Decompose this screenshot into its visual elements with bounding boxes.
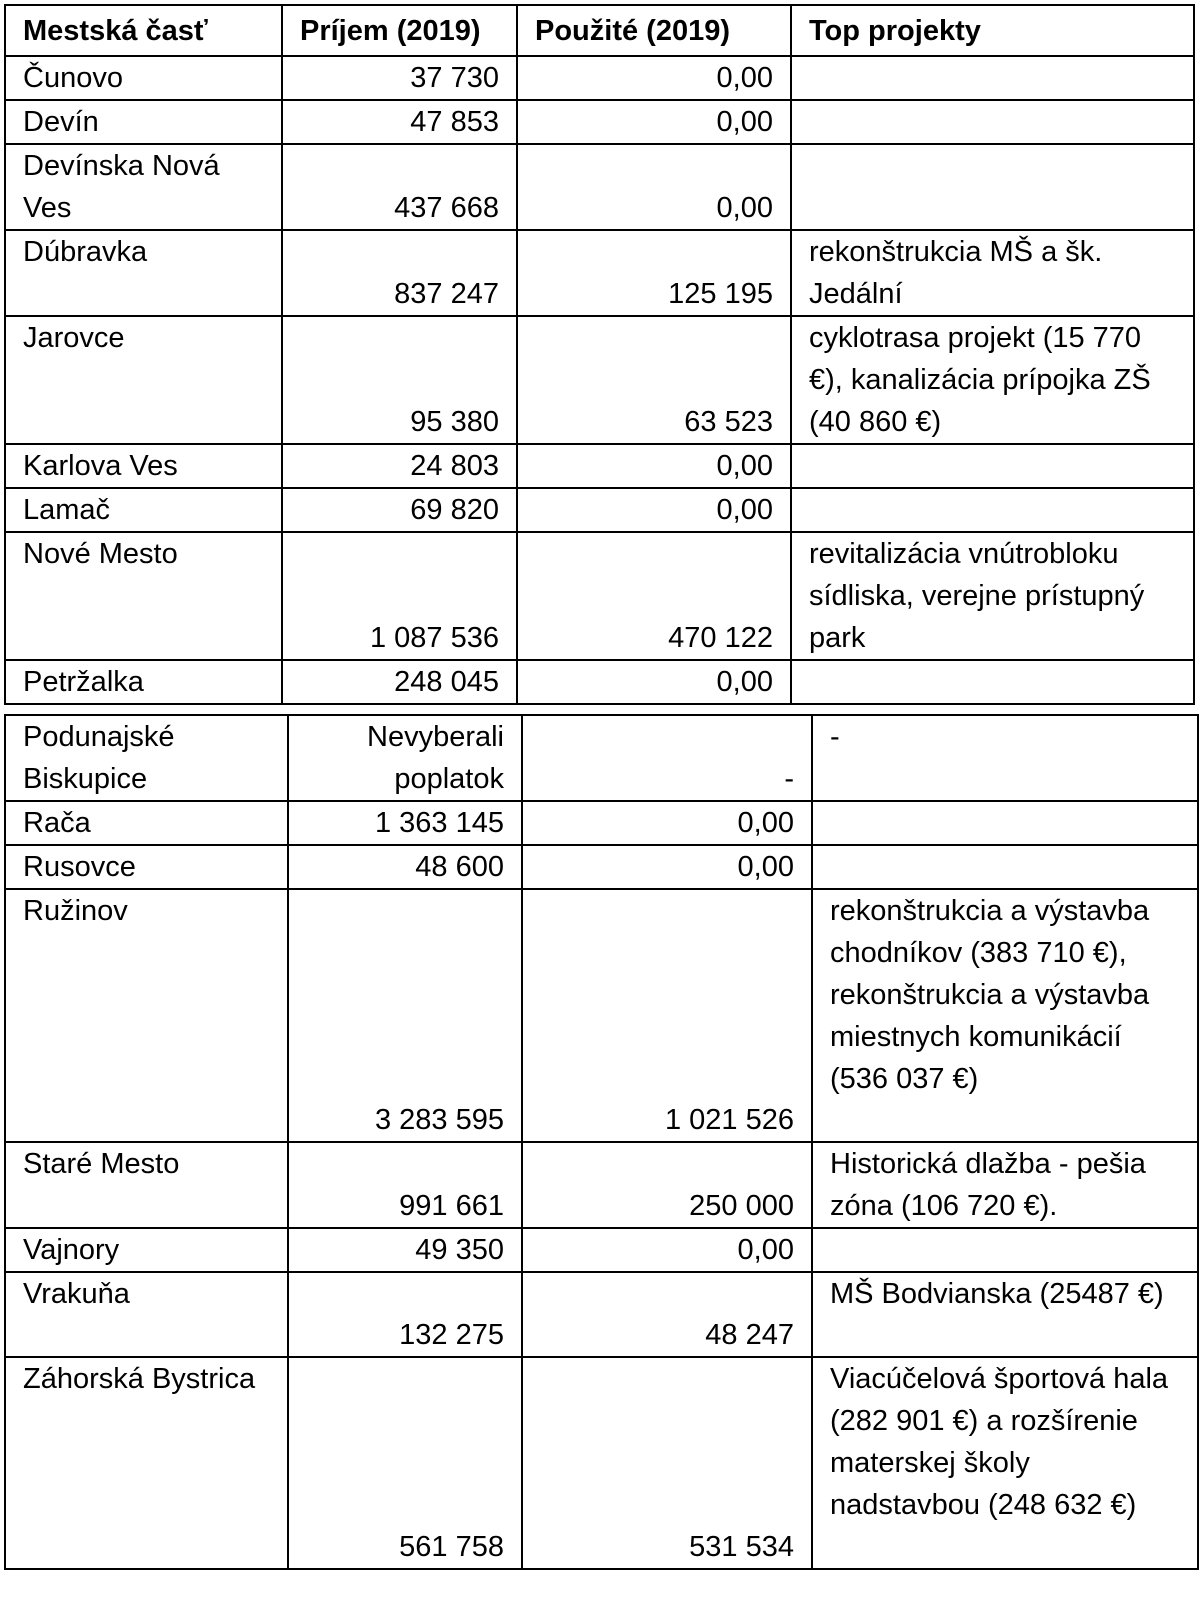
district-cell: Karlova Ves: [5, 444, 282, 488]
used-cell: 0,00: [522, 801, 812, 845]
district-cell: Lamač: [5, 488, 282, 532]
projects-cell: Viacúčelová športová hala (282 901 €) a rozšírenie materskej školy nadstavbou (248 632 €): [812, 1357, 1198, 1569]
projects-cell: [791, 660, 1194, 704]
header-district: Mestská časť: [5, 5, 282, 56]
table-row: [5, 1228, 1198, 1272]
table-row: [5, 845, 1198, 889]
projects-cell: [812, 845, 1198, 889]
income-cell: 561 758: [288, 1357, 522, 1569]
income-cell: 437 668: [282, 144, 517, 230]
table-row: [5, 889, 1198, 1142]
income-cell: Nevyberali poplatok: [288, 715, 522, 801]
income-cell: 49 350: [288, 1228, 522, 1272]
used-cell: 470 122: [517, 532, 791, 660]
district-cell: Nové Mesto: [5, 532, 282, 660]
district-cell: Rusovce: [5, 845, 288, 889]
projects-cell: [791, 144, 1194, 230]
district-cell: Staré Mesto: [5, 1142, 288, 1228]
table-row: [5, 1357, 1198, 1569]
funds-table-part-1: [4, 4, 1195, 705]
used-cell: 0,00: [517, 100, 791, 144]
income-cell: 132 275: [288, 1272, 522, 1357]
header-used: Použité (2019): [517, 5, 791, 56]
income-cell: 1 363 145: [288, 801, 522, 845]
table-row: [5, 56, 1194, 100]
projects-cell: Historická dlažba - pešia zóna (106 720 €).: [812, 1142, 1198, 1228]
table-row: [5, 801, 1198, 845]
district-cell: Vajnory: [5, 1228, 288, 1272]
district-cell: Podunajské Biskupice: [5, 715, 288, 801]
table-row: [5, 230, 1194, 316]
table-row: [5, 715, 1198, 801]
projects-cell: [791, 100, 1194, 144]
district-cell: Petržalka: [5, 660, 282, 704]
district-cell: Ružinov: [5, 889, 288, 1142]
income-cell: 1 087 536: [282, 532, 517, 660]
projects-cell: [791, 444, 1194, 488]
district-cell: Jarovce: [5, 316, 282, 444]
table-row: [5, 1272, 1198, 1357]
projects-cell: revitalizácia vnútrobloku sídliska, verejne prístupný park: [791, 532, 1194, 660]
projects-cell: -: [812, 715, 1198, 801]
district-cell: Rača: [5, 801, 288, 845]
used-cell: 0,00: [517, 56, 791, 100]
income-cell: 48 600: [288, 845, 522, 889]
projects-cell: [791, 56, 1194, 100]
income-cell: 24 803: [282, 444, 517, 488]
used-cell: 48 247: [522, 1272, 812, 1357]
projects-cell: cyklotrasa projekt (15 770 €), kanalizácia prípojka ZŠ (40 860 €): [791, 316, 1194, 444]
income-cell: 991 661: [288, 1142, 522, 1228]
used-cell: 531 534: [522, 1357, 812, 1569]
income-cell: 3 283 595: [288, 889, 522, 1142]
district-cell: Vrakuňa: [5, 1272, 288, 1357]
used-cell: 63 523: [517, 316, 791, 444]
used-cell: 0,00: [522, 1228, 812, 1272]
district-cell: Čunovo: [5, 56, 282, 100]
table-row: [5, 316, 1194, 444]
used-cell: 0,00: [517, 144, 791, 230]
used-cell: 0,00: [517, 444, 791, 488]
projects-cell: MŠ Bodvianska (25487 €): [812, 1272, 1198, 1357]
used-cell: 1 021 526: [522, 889, 812, 1142]
income-cell: 248 045: [282, 660, 517, 704]
district-cell: Devín: [5, 100, 282, 144]
header-income: Príjem (2019): [282, 5, 517, 56]
header-projects: Top projekty: [791, 5, 1194, 56]
table-row: [5, 488, 1194, 532]
projects-cell: [812, 1228, 1198, 1272]
table-row: [5, 532, 1194, 660]
used-cell: 0,00: [522, 845, 812, 889]
projects-cell: [791, 488, 1194, 532]
projects-cell: [812, 801, 1198, 845]
district-cell: Devínska Nová Ves: [5, 144, 282, 230]
table-row: [5, 660, 1194, 704]
used-cell: 250 000: [522, 1142, 812, 1228]
used-cell: -: [522, 715, 812, 801]
income-cell: 95 380: [282, 316, 517, 444]
income-cell: 837 247: [282, 230, 517, 316]
table-row: [5, 144, 1194, 230]
projects-cell: rekonštrukcia a výstavba chodníkov (383 710 €), rekonštrukcia a výstavba miestnych komunikácií (536 037 €): [812, 889, 1198, 1142]
table-row: [5, 444, 1194, 488]
district-cell: Záhorská Bystrica: [5, 1357, 288, 1569]
header-row: [5, 5, 1194, 56]
district-cell: Dúbravka: [5, 230, 282, 316]
funds-table-part-2: [4, 714, 1199, 1570]
projects-cell: rekonštrukcia MŠ a šk. Jedální: [791, 230, 1194, 316]
table-row: [5, 1142, 1198, 1228]
table-row: [5, 100, 1194, 144]
used-cell: 0,00: [517, 660, 791, 704]
used-cell: 125 195: [517, 230, 791, 316]
income-cell: 37 730: [282, 56, 517, 100]
income-cell: 69 820: [282, 488, 517, 532]
used-cell: 0,00: [517, 488, 791, 532]
income-cell: 47 853: [282, 100, 517, 144]
